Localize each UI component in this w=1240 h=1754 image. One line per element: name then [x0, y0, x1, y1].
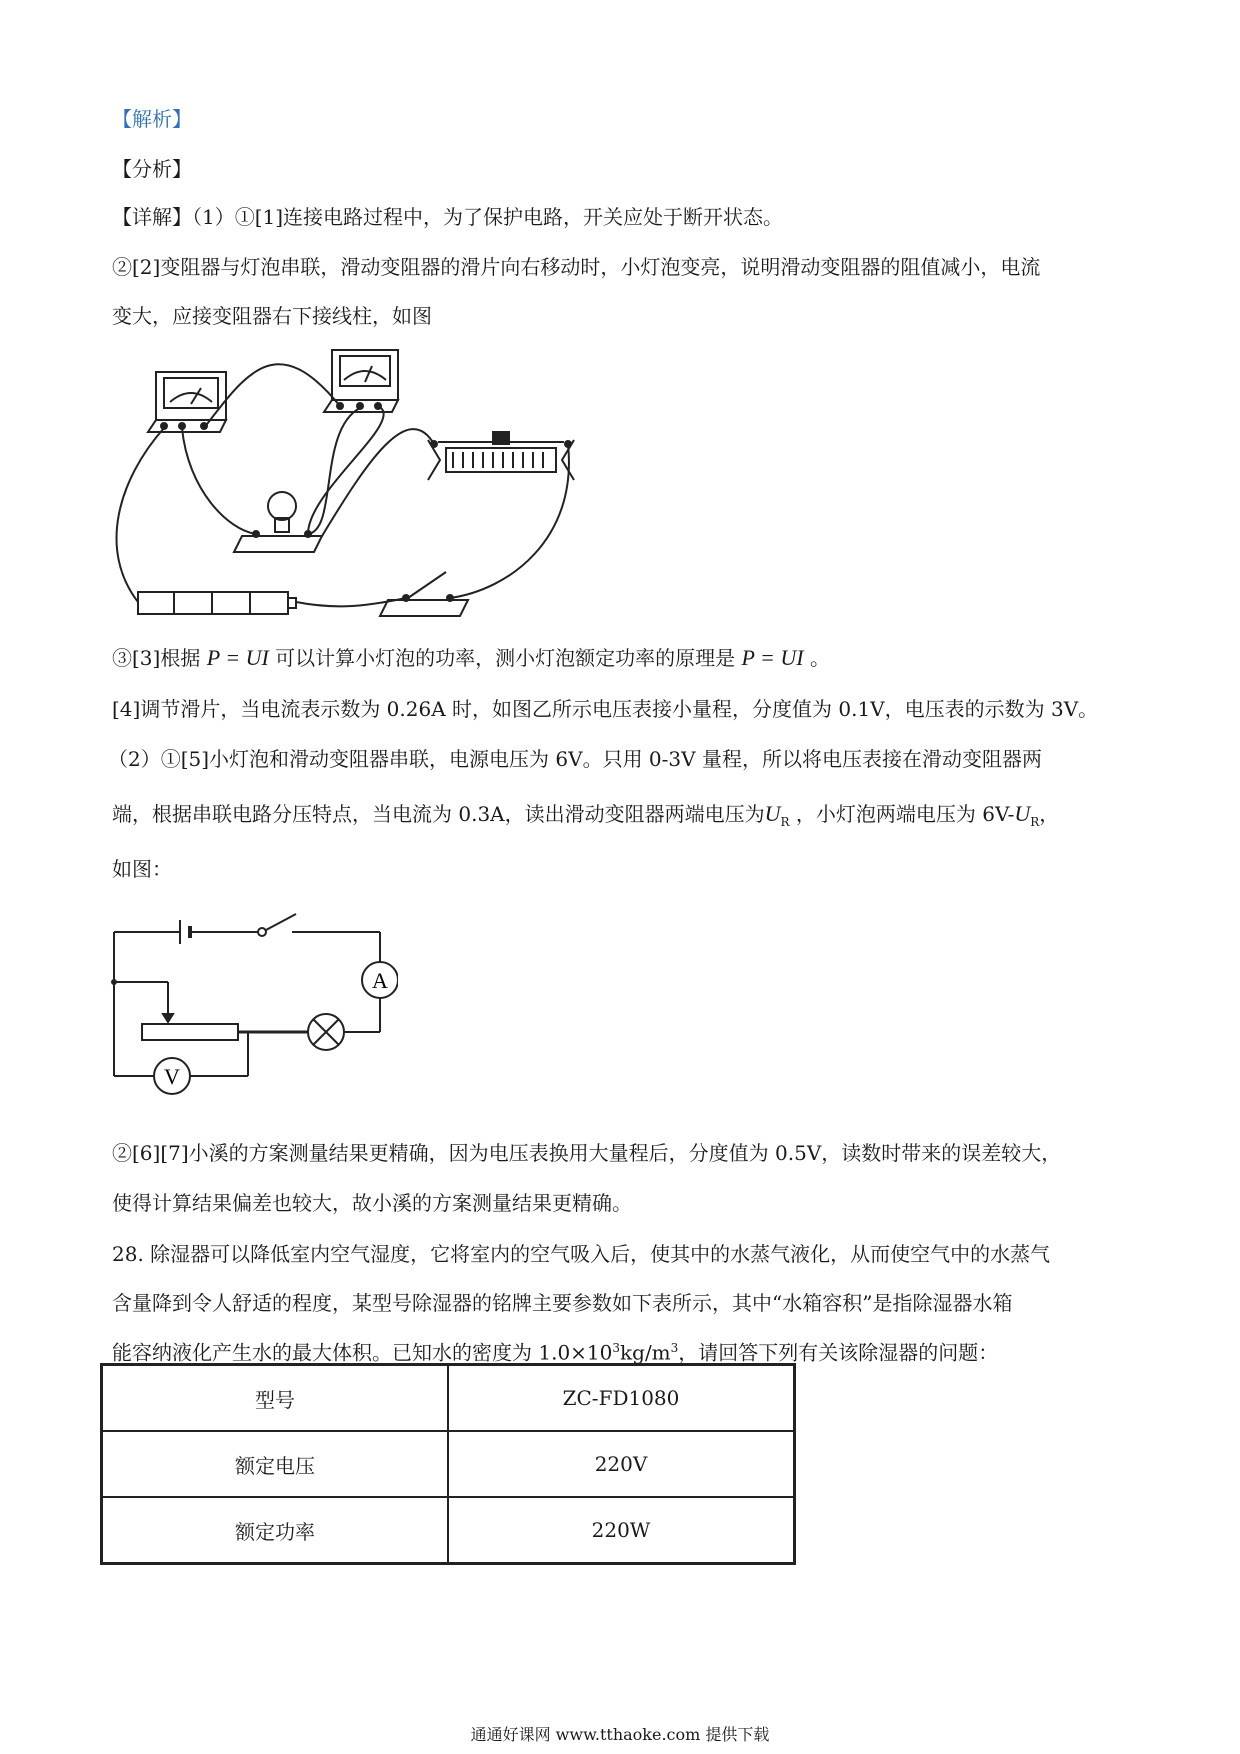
rheostat-symbol: [142, 1024, 238, 1040]
question-28-line-b: 含量降到令人舒适的程度，某型号除湿器的铭牌主要参数如下表所示，其中“水箱容积”是指除湿器水箱: [112, 1291, 1013, 1315]
spec-label: 额定功率: [102, 1497, 449, 1564]
var-r-sub-1: R: [780, 815, 790, 829]
var-r-sub-2: R: [1030, 815, 1040, 829]
ammeter-label: A: [372, 968, 388, 993]
detail-tag: 【详解】: [112, 205, 192, 229]
detail-5b-post: ，: [1039, 802, 1060, 826]
detail-line-2b: 变大，应接变阻器右下接线柱，如图: [112, 304, 432, 328]
detail-3-pre: ③[3]根据: [112, 646, 207, 670]
detail-line-5a: （2）①[5]小灯泡和滑动变阻器串联，电源电压为 6V。只用 0-3V 量程，所以将电压表接在滑动变阻器两: [108, 747, 1042, 771]
footer-watermark: 通通好课网 www.tthaoke.com 提供下载: [470, 1725, 770, 1744]
spec-table: [100, 1363, 796, 1565]
switch-pivot: [258, 928, 266, 936]
q28-c-sup: 3: [612, 1341, 621, 1355]
detail-line-2a: ②[2]变阻器与灯泡串联，滑动变阻器的滑片向右移动时，小灯泡变亮，说明滑动变阻器的阻值减小，电流: [112, 255, 1041, 279]
detail-line-6a: ②[6][7]小溪的方案测量结果更精确，因为电压表换用大量程后，分度值为 0.5V，读数时带来的误差较大，: [112, 1141, 1062, 1165]
q28-c-pre: 能容纳液化产生水的最大体积。已知水的密度为 1.0×10: [112, 1340, 613, 1365]
q28-c-sup2: 3: [670, 1341, 679, 1355]
voltmeter-label: V: [164, 1064, 180, 1089]
detail-line-5c: 如图：: [112, 857, 172, 881]
switch-lever: [266, 914, 296, 930]
detail-5b-mid: ，小灯泡两端电压为 6V-: [789, 802, 1015, 826]
spec-value: 220W: [448, 1497, 795, 1564]
switch-base: [380, 600, 468, 616]
var-u-2: U: [1014, 801, 1031, 826]
table-row: [102, 1365, 795, 1432]
slider-arrow: [163, 1014, 173, 1022]
spec-value: ZC-FD1080: [448, 1365, 795, 1432]
spec-label: 额定电压: [102, 1431, 449, 1497]
question-28-line-a: 28. 除湿器可以降低室内空气湿度，它将室内的空气吸入后，使其中的水蒸气液化，从而使空气中的水蒸气: [112, 1242, 1051, 1266]
detail-line-6b: 使得计算结果偏差也较大，故小溪的方案测量结果更精确。: [112, 1191, 632, 1215]
bulb-icon: [268, 492, 296, 520]
q28-c-post: ，请回答下列有关该除湿器的问题：: [678, 1340, 999, 1365]
detail-text-1: （1）①[1]连接电路过程中，为了保护电路，开关应处于断开状态。: [192, 205, 784, 229]
voltmeter-box: [332, 350, 398, 400]
formula-power-1: P = UI: [206, 645, 269, 670]
detail-3-post: 。: [803, 646, 830, 670]
q28-c-unit: kg/m: [620, 1340, 671, 1365]
question-28-line-c: [112, 1335, 1132, 1366]
detail-line-4: [4]调节滑片，当电流表示数为 0.26A 时，如图乙所示电压表接小量程，分度值为 0.1V，电压表的示数为 3V。: [112, 697, 1099, 721]
detail-5b-pre: 端，根据串联电路分压特点，当电流为 0.3A，读出滑动变阻器两端电压为: [112, 802, 765, 826]
bulb-base: [234, 536, 322, 552]
detail-line-5b: [112, 801, 1132, 835]
physical-circuit-figure: [108, 340, 628, 622]
detail-line-1: [112, 204, 1132, 230]
spec-label: 型号: [102, 1365, 449, 1432]
table-row: [102, 1497, 795, 1564]
var-u-1: U: [764, 801, 781, 826]
detail-line-3: [112, 645, 1132, 671]
table-row: [102, 1431, 795, 1497]
schematic-circuit-figure: [108, 900, 398, 1100]
spec-value: 220V: [448, 1431, 795, 1497]
analysis-tag: 【解析】: [112, 107, 192, 131]
detail-3-mid: 可以计算小灯泡的功率，测小灯泡额定功率的原理是: [268, 646, 742, 670]
formula-power-2: P = UI: [741, 645, 804, 670]
analysis-heading: 【分析】: [112, 157, 192, 181]
